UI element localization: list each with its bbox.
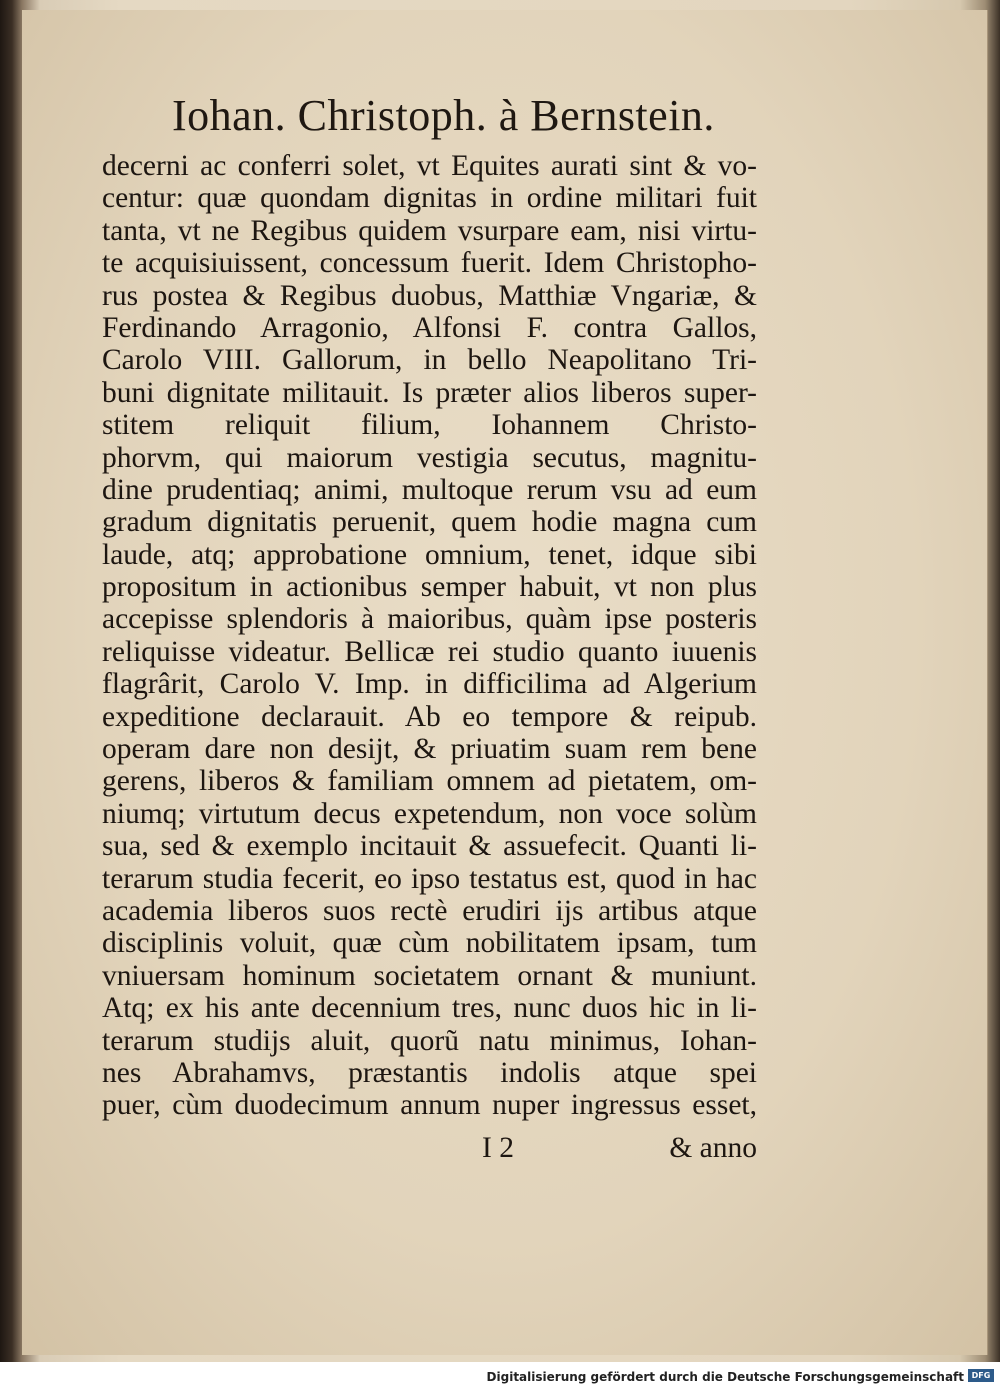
body-text (102, 150, 757, 1122)
text-line: flagrârit, Carolo V. Imp. in difficilima ad Algerium (102, 668, 757, 701)
funding-footer-bar (0, 1362, 1000, 1389)
text-line: accepisse splendoris à maioribus, quàm ipse posteris (102, 603, 757, 636)
text-line: tanta, vt ne Regibus quidem vsurpare eam, nisi virtu- (102, 214, 757, 247)
text-line: nes Abrahamvs, præstantis indolis atque spei (102, 1056, 757, 1089)
running-header: Iohan. Christoph. à Bernstein. (172, 91, 715, 140)
text-line: disciplinis voluit, quæ cùm nobilitatem ipsam, tum (102, 927, 757, 960)
text-line: niumq; virtutum decus expetendum, non voce solùm (102, 797, 757, 830)
text-line: dine prudentiaq; animi, multoque rerum vsu ad eum (102, 473, 757, 506)
text-line: centur: quæ quondam dignitas in ordine militari fuit (102, 182, 757, 215)
text-line: sua, sed & exemplo incitauit & assuefecit. Quanti li- (102, 830, 757, 863)
text-line: rus postea & Regibus duobus, Matthiæ Vngariæ, & (102, 279, 757, 312)
text-line: phorvm, qui maiorum vestigia secutus, magnitu- (102, 441, 757, 474)
text-line: reliquisse videatur. Bellicæ rei studio quanto iuuenis (102, 635, 757, 668)
text-line: terarum studia fecerit, eo ipso testatus est, quod in hac (102, 862, 757, 895)
text-line: terarum studijs aluit, quorũ natu minimus, Iohan- (102, 1024, 757, 1057)
text-line: Atq; ex his ante decennium tres, nunc duos hic in li- (102, 992, 757, 1025)
page-footer (102, 1132, 757, 1166)
text-line: academia liberos suos rectè erudiri ijs artibus atque (102, 894, 757, 927)
dfg-logo-icon: DFG (968, 1369, 994, 1382)
book-page (22, 10, 988, 1355)
text-line: stitem reliquit filium, Iohannem Christo- (102, 409, 757, 442)
signature-mark: I 2 (482, 1132, 514, 1164)
text-line: vniuersam hominum societatem ornant & muniunt. (102, 959, 757, 992)
text-line: operam dare non desijt, & priuatim suam rem bene (102, 733, 757, 766)
text-line: gerens, liberos & familiam omnem ad pietatem, om- (102, 765, 757, 798)
text-line: Ferdinando Arragonio, Alfonsi F. contra Gallos, (102, 311, 757, 344)
text-line: laude, atq; approbatione omnium, tenet, idque sibi (102, 538, 757, 571)
funding-notice: Digitalisierung gefördert durch die Deutsche Forschungsgemeinschaft (486, 1370, 964, 1384)
text-line: buni dignitate militauit. Is præter alios liberos super- (102, 376, 757, 409)
text-line: expeditione declarauit. Ab eo tempore & reipub. (102, 700, 757, 733)
text-line: puer, cùm duodecimum annum nuper ingressus esset, (102, 1089, 757, 1122)
text-line: Carolo VIII. Gallorum, in bello Neapolitano Tri- (102, 344, 757, 377)
text-line: propositum in actionibus semper habuit, vt non plus (102, 571, 757, 604)
catchword: & anno (669, 1132, 757, 1164)
text-line: decerni ac conferri solet, vt Equites aurati sint & vo- (102, 150, 757, 182)
text-line: gradum dignitatis peruenit, quem hodie magna cum (102, 506, 757, 539)
text-line: te acquisiuissent, concessum fuerit. Idem Christopho- (102, 247, 757, 280)
